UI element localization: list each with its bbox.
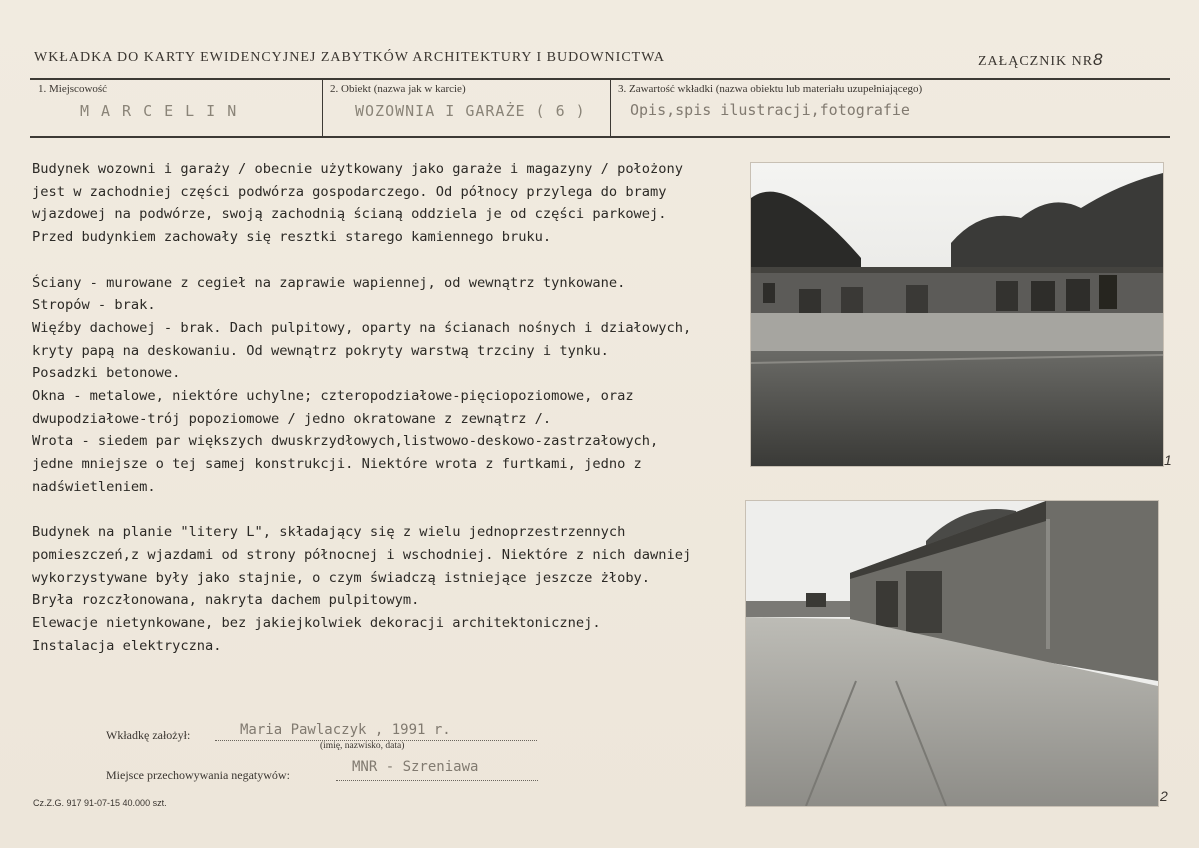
field-divider-2 <box>610 80 611 136</box>
field-content-value: Opis,spis ilustracji,fotografie <box>630 101 910 119</box>
header-rule-bottom <box>30 136 1170 138</box>
storage-dotted-line <box>336 780 538 781</box>
print-footer: Cz.Z.G. 917 91-07-15 40.000 szt. <box>33 798 167 808</box>
attachment-number: 8 <box>1093 50 1104 69</box>
attachment-label <box>978 50 1104 70</box>
author-label: Wkładkę założył: <box>106 728 191 742</box>
author-value: Maria Pawlaczyk , 1991 r. <box>240 722 451 738</box>
description-line-elevations: Elewacje nietynkowane, bez jakiejkolwiek dekoracji architektonicznej. <box>32 615 601 632</box>
description-text <box>32 158 692 657</box>
photo-2-building-corner <box>745 500 1159 807</box>
description-line-walls: Ściany - murowane z cegieł na zaprawie wapiennej, od wewnątrz tynkowane. <box>32 274 626 291</box>
description-line-roof: Więźby dachowej - brak. Dach pulpitowy, oparty na ścianach nośnych i działowych, kryty papą na deskowaniu. Od wewnątrz pokryty warstwą trzciny i tynku. <box>32 319 692 359</box>
field-locality-label: 1. Miejscowość <box>38 83 108 95</box>
header-rule-top <box>30 78 1170 80</box>
description-paragraph-plan <box>32 521 692 657</box>
attachment-label-text: ZAŁĄCZNIK NR <box>978 54 1094 69</box>
field-locality-value: MARCELIN <box>80 102 249 120</box>
field-divider-1 <box>322 80 323 136</box>
field-object-label: 2. Obiekt (nazwa jak w karcie) <box>330 83 466 95</box>
description-paragraph-construction <box>32 272 692 499</box>
negatives-storage-value: MNR - Szreniawa <box>352 759 479 775</box>
field-content-label: 3. Zawartość wkładki (nazwa obiektu lub materiału uzupełniającego) <box>618 83 923 95</box>
description-line-floors: Posadzki betonowe. <box>32 365 181 382</box>
author-caption: (imię, nazwisko, data) <box>320 741 405 751</box>
photo-1-number: 1 <box>1164 452 1172 468</box>
description-paragraph-location: Budynek wozowni i garaży / obecnie użytkowany jako garaże i magazyny / położony jest w zachodniej części podwórza gospodarczego. Od północy przylega do bramy wjazdowej na podwórze, swoją zachodnią ścianą oddziela je od części parkowej. Przed budynkiem zachowały się resztki starego kamiennego bruku. <box>32 161 684 246</box>
description-line-installation: Instalacja elektryczna. <box>32 637 222 654</box>
description-line-plan: Budynek na planie "litery L", składający się z wielu jednoprzestrzennych pomieszczeń,z wjazdami od strony północnej i wschodniej. Niektóre z nich dawniej wykorzystywane były jako stajnie, o czym świadczą istniejące jeszcze żłoby. Bryła rozczłonowana, nakryta dachem pulpitowym. <box>32 524 692 609</box>
description-line-ceilings: Stropów - brak. <box>32 297 156 314</box>
description-line-windows: Okna - metalowe, niektóre uchylne; czteropodziałowe-pięciopoziomowe, oraz dwupodziałowe-trój popoziomowe / jedno okratowane z zewnątrz /. <box>32 388 634 427</box>
field-object-value: WOZOWNIA I GARAŻE ( 6 ) <box>355 102 586 120</box>
negatives-storage-label: Miejsce przechowywania negatywów: <box>106 768 290 782</box>
description-line-gates: Wrota - siedem par większych dwuskrzydłowych,listwowo-deskowo-zastrzałowych, jedne mniejsze o tej samej konstrukcji. Niektóre wrota z furtkami, jedno z nadświetleniem. <box>32 433 659 495</box>
card-title: WKŁADKA DO KARTY EWIDENCYJNEJ ZABYTKÓW ARCHITEKTURY I BUDOWNICTWA <box>34 50 665 65</box>
photo-2-number: 2 <box>1160 788 1168 804</box>
photo-1-building-facade <box>750 162 1164 467</box>
